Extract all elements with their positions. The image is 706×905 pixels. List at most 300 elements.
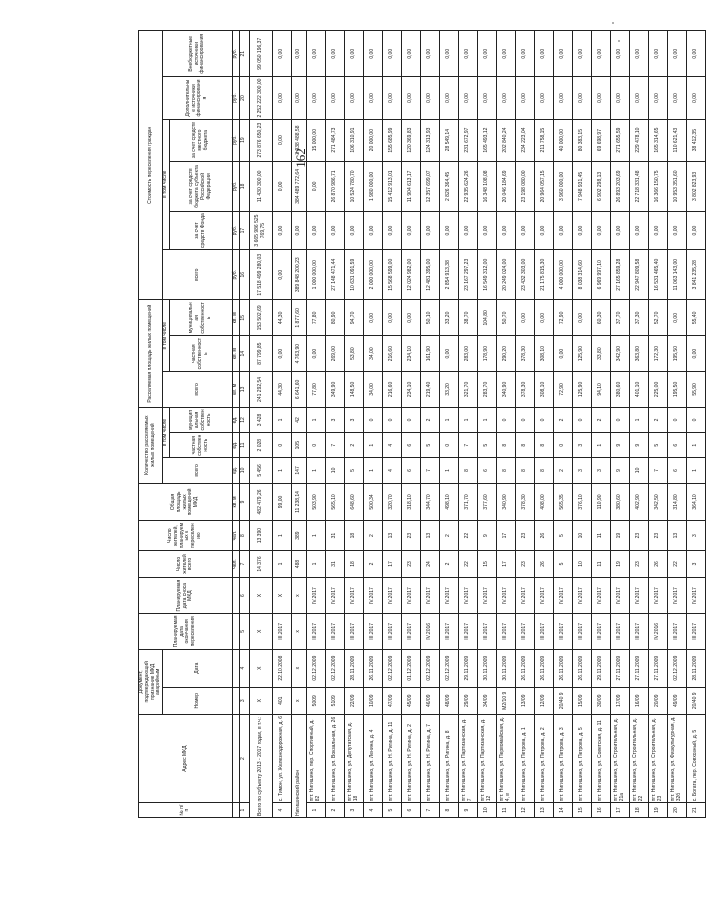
cell: X bbox=[272, 578, 291, 614]
cell: 482 479,26 bbox=[249, 483, 272, 521]
cell-people-plan: 31 bbox=[325, 521, 344, 550]
cell-doc-date: 26.11.2009 bbox=[515, 649, 534, 687]
cell-sq-priv: 34,00 bbox=[363, 336, 382, 372]
cell-regional: 26 893 203,69 bbox=[610, 161, 629, 211]
cell-rooms-mun: 0 bbox=[686, 407, 705, 432]
cell-add: 0,00 bbox=[344, 77, 363, 119]
cell-rooms-priv: 5 bbox=[477, 433, 496, 458]
cell-sq-mun: 0,00 bbox=[572, 300, 591, 336]
cell: 0,00 bbox=[272, 161, 291, 211]
col-header-rooms-group: Количество расселяемых жилых помещений bbox=[139, 407, 163, 483]
cell: 0,00 bbox=[291, 212, 306, 250]
cell-rooms-priv: 0 bbox=[439, 433, 458, 458]
cell-cost: 27 165 859,28 bbox=[610, 250, 629, 300]
cell-sq-mun: 55,40 bbox=[686, 300, 705, 336]
cell-doc-no: 16/09 bbox=[629, 687, 648, 714]
cell-people-plan: 11 bbox=[591, 521, 610, 550]
cell-people: 31 bbox=[325, 550, 344, 577]
table-row bbox=[401, 31, 420, 818]
cell-rooms-mun: 0 bbox=[534, 407, 553, 432]
cell: 14 376 bbox=[249, 550, 272, 577]
cell-doc-no: 29/09 bbox=[458, 687, 477, 714]
cell-sq-mun: 52,70 bbox=[648, 300, 667, 336]
cell-sq-mun: 94,70 bbox=[344, 300, 363, 336]
cell-cost: 1 000 000,00 bbox=[306, 250, 325, 300]
cell-rooms-priv: 6 bbox=[401, 433, 420, 458]
cell-fund: 0,00 bbox=[629, 212, 648, 250]
cell: 3 938 488,58 bbox=[291, 119, 306, 161]
cell-add: 0,00 bbox=[382, 77, 401, 119]
column-number: 12 bbox=[239, 407, 249, 432]
cell-fund: 0,00 bbox=[534, 212, 553, 250]
cell-demolish: IV.2017 bbox=[306, 578, 325, 614]
cell-doc-no: 45/09 bbox=[401, 687, 420, 714]
cell-rooms-mun: 0 bbox=[610, 407, 629, 432]
cell-resettle: III.2017 bbox=[534, 613, 553, 649]
cell-rooms: 1 bbox=[306, 458, 325, 483]
cell-cost: 20 249 024,00 bbox=[496, 250, 515, 300]
cell-sq-priv: 283,00 bbox=[458, 336, 477, 372]
cell-cost: 15 568 599,00 bbox=[382, 250, 401, 300]
cell-regional: 2 826 364,45 bbox=[439, 161, 458, 211]
cell-add: 0,00 bbox=[306, 77, 325, 119]
cell-area-total: 371,70 bbox=[458, 483, 477, 521]
table-row bbox=[382, 31, 401, 818]
cell: 105 bbox=[291, 433, 306, 458]
column-number-row bbox=[239, 31, 249, 818]
cell-sq: 380,60 bbox=[610, 372, 629, 408]
cell-sq: 77,80 bbox=[306, 372, 325, 408]
cell-rooms-priv: 5 bbox=[420, 433, 439, 458]
cell-area-total: 376,10 bbox=[572, 483, 591, 521]
cell-demolish: IV.2017 bbox=[572, 578, 591, 614]
cell-area-total: 377,60 bbox=[477, 483, 496, 521]
cell: 389 848 200,23 bbox=[291, 250, 306, 300]
cell-extra: 0,00 bbox=[477, 31, 496, 78]
cell-demolish: IV.2017 bbox=[610, 578, 629, 614]
cell-sq-mun: 0,00 bbox=[667, 300, 686, 336]
col-header-local: за счет средств местного бюджета bbox=[169, 119, 232, 161]
cell-extra: 0,00 bbox=[439, 31, 458, 78]
cell-sq-mun: 0,00 bbox=[534, 300, 553, 336]
cell-sq: 225,00 bbox=[648, 372, 667, 408]
col-header-area-total: всего bbox=[163, 372, 233, 408]
table-row bbox=[686, 31, 705, 818]
cell-extra: 0,00 bbox=[572, 31, 591, 78]
cell-n: 5 bbox=[382, 803, 401, 818]
cell-extra: 0,00 bbox=[515, 31, 534, 78]
cell: 4 763,90 bbox=[291, 336, 306, 372]
cell-fund: 0,00 bbox=[477, 212, 496, 250]
cell-rooms-priv: 8 bbox=[496, 433, 515, 458]
col-header-cost-total: всего bbox=[163, 250, 233, 300]
cell-doc-date: 26.11.2009 bbox=[534, 649, 553, 687]
cell-people-plan: 2 bbox=[363, 521, 382, 550]
column-number: 7 bbox=[239, 550, 249, 577]
cell-n: 18 bbox=[629, 803, 648, 818]
cell-sq-priv: 53,80 bbox=[344, 336, 363, 372]
cell-area-total: 380,60 bbox=[610, 483, 629, 521]
cell-fund: 0,00 bbox=[382, 212, 401, 250]
cell-extra: 0,00 bbox=[325, 31, 344, 78]
cell-people: 23 bbox=[515, 550, 534, 577]
col-header-cost-incl: в том числе bbox=[163, 119, 170, 249]
cell-rooms-priv: 1 bbox=[686, 433, 705, 458]
cell-rooms: 7 bbox=[420, 458, 439, 483]
cell-rooms: 6 bbox=[477, 458, 496, 483]
cell-rooms-mun: 1 bbox=[458, 407, 477, 432]
cell-add: 0,00 bbox=[534, 77, 553, 119]
cell-add: 0,00 bbox=[629, 77, 648, 119]
cell-fund: 0,00 bbox=[458, 212, 477, 250]
page-number: 162 bbox=[293, 148, 308, 168]
cell: 273 876 650,23 bbox=[249, 119, 272, 161]
cell-doc-date: 02.12.2009 bbox=[439, 649, 458, 687]
cell-local: 40 000,00 bbox=[553, 119, 572, 161]
cell-sq-priv: 125,90 bbox=[572, 336, 591, 372]
cell: 2 252 222 300,00 bbox=[249, 77, 272, 119]
cell-local: 28 549,14 bbox=[439, 119, 458, 161]
cell-sq-priv: 0,00 bbox=[553, 336, 572, 372]
cell-extra: 0,00 bbox=[401, 31, 420, 78]
unit-label: ед. bbox=[232, 407, 239, 432]
cell-resettle: III.2017 bbox=[325, 613, 344, 649]
rows-body bbox=[306, 31, 705, 818]
cell-local: 165 314,65 bbox=[648, 119, 667, 161]
cell-demolish: IV.2017 bbox=[325, 578, 344, 614]
cell-regional: 3 802 823,93 bbox=[686, 161, 705, 211]
cell-address: пгт. Нигишино, ул. Партизанская, д. 7 bbox=[458, 714, 477, 802]
cell-rooms-priv: 9 bbox=[610, 433, 629, 458]
cell-address: пгт. Нигишино, пер. Спортивный, д. 82 bbox=[306, 714, 325, 802]
cell-people-plan: 26 bbox=[534, 521, 553, 550]
cell-regional: 16 366 150,75 bbox=[648, 161, 667, 211]
cell-sq: 33,20 bbox=[439, 372, 458, 408]
cell-regional: 22 718 331,48 bbox=[629, 161, 648, 211]
cell: 488 bbox=[291, 550, 306, 577]
cell-extra: 0,00 bbox=[686, 31, 705, 78]
cell-demolish: IV.2017 bbox=[667, 578, 686, 614]
cell-n: 19 bbox=[648, 803, 667, 818]
column-number: 10 bbox=[239, 458, 249, 483]
cell-rooms-priv: 0 bbox=[553, 433, 572, 458]
cell-add: 0,00 bbox=[458, 77, 477, 119]
column-number: 11 bbox=[239, 433, 249, 458]
cell-regional: 23 198 080,00 bbox=[515, 161, 534, 211]
register-table bbox=[138, 30, 706, 818]
cell-n: 11 bbox=[496, 803, 515, 818]
cell-rooms: 8 bbox=[534, 458, 553, 483]
cell-people: 15 bbox=[477, 550, 496, 577]
unit-label: руб. bbox=[232, 250, 239, 300]
cell: 13 390 bbox=[249, 521, 272, 550]
table-row bbox=[363, 31, 382, 818]
cell-demolish: IV.2017 bbox=[629, 578, 648, 614]
cell: x bbox=[291, 578, 306, 614]
cell-rooms-mun: 0 bbox=[667, 407, 686, 432]
cell-people: 11 bbox=[591, 550, 610, 577]
cell-doc-no: 20/40 9 bbox=[553, 687, 572, 714]
cell-fund: 0,00 bbox=[686, 212, 705, 250]
unit-label: руб. bbox=[232, 119, 239, 161]
cell-demolish: IV.2017 bbox=[534, 578, 553, 614]
table-body bbox=[239, 31, 306, 818]
cell-sq-mun: 0,00 bbox=[382, 300, 401, 336]
cell-people-plan: 18 bbox=[344, 521, 363, 550]
cell-fund: 0,00 bbox=[496, 212, 515, 250]
cell-rooms: 6 bbox=[401, 458, 420, 483]
cell-rooms: 7 bbox=[648, 458, 667, 483]
cell-rooms-priv: 5 bbox=[648, 433, 667, 458]
cell-extra: 0,00 bbox=[344, 31, 363, 78]
cell-local: 234 223,04 bbox=[515, 119, 534, 161]
cell-address: пгт. Нигишино, ул. Физкультурная, д. 32б bbox=[667, 714, 686, 802]
cell-demolish: IV.2017 bbox=[458, 578, 477, 614]
cell: 0,00 bbox=[272, 77, 291, 119]
cell-doc-no: 20/09 bbox=[648, 687, 667, 714]
cell-add: 0,00 bbox=[553, 77, 572, 119]
unit-label: руб. bbox=[232, 161, 239, 211]
cell-address: с. Богата, пер. Совхозный, д. 5 bbox=[686, 714, 705, 802]
cell-regional: 1 980 000,00 bbox=[363, 161, 382, 211]
cell-n: 2 bbox=[325, 803, 344, 818]
cell-demolish: IV.2017 bbox=[401, 578, 420, 614]
cell-doc-no: 12/09 bbox=[534, 687, 553, 714]
cell-sq: 34,00 bbox=[363, 372, 382, 408]
column-number: 5 bbox=[239, 613, 249, 649]
unit-label: руб. bbox=[232, 77, 239, 119]
cell-doc-no: 10/09 bbox=[363, 687, 382, 714]
cell-regional: 15 412 913,01 bbox=[382, 161, 401, 211]
col-header-area-municipal: муниципальная собственность bbox=[169, 300, 232, 336]
cell-sq-priv: 290,20 bbox=[496, 336, 515, 372]
cell-doc-date: 26.11.2009 bbox=[572, 649, 591, 687]
table-row bbox=[534, 31, 553, 818]
cell-doc-date: 27.11.2009 bbox=[629, 649, 648, 687]
cell: X bbox=[249, 613, 272, 649]
cell-doc-no: 5009 bbox=[306, 687, 325, 714]
cell-fund: 0,00 bbox=[306, 212, 325, 250]
column-number: 8 bbox=[239, 521, 249, 550]
cell: 0,00 bbox=[272, 31, 291, 78]
cell-rooms-mun: 1 bbox=[439, 407, 458, 432]
cell-fund: 0,00 bbox=[363, 212, 382, 250]
col-header-area-incl: в том числе bbox=[163, 300, 170, 372]
cell-rooms: 2 bbox=[553, 458, 572, 483]
cell-people-plan: 9 bbox=[477, 521, 496, 550]
cell-regional: 10 524 780,70 bbox=[344, 161, 363, 211]
cell-area-total: 320,70 bbox=[382, 483, 401, 521]
cell-n: 7 bbox=[420, 803, 439, 818]
cell-people: 18 bbox=[344, 550, 363, 577]
cell-doc-date: 02.12.2009 bbox=[420, 649, 439, 687]
cell-sq-mun: 50,10 bbox=[420, 300, 439, 336]
cell-people-plan: 23 bbox=[401, 521, 420, 550]
col-header-address: Адрес МКД bbox=[139, 714, 233, 802]
col-header-doc-number: Номер bbox=[163, 687, 233, 714]
cell-local: 15 000,00 bbox=[306, 119, 325, 161]
cell-fund: 0,00 bbox=[572, 212, 591, 250]
cell-people: 2 bbox=[439, 550, 458, 577]
cell-rooms: 8 bbox=[458, 458, 477, 483]
cell-n: 14 bbox=[553, 803, 572, 818]
cell-regional: 20 964 057,15 bbox=[534, 161, 553, 211]
scan-speck bbox=[612, 22, 614, 24]
cell-rooms: 4 bbox=[382, 458, 401, 483]
cell-area-total: 318,10 bbox=[401, 483, 420, 521]
column-number: 18 bbox=[239, 161, 249, 211]
column-number: 2 bbox=[239, 714, 249, 802]
cell-local: 80 383,15 bbox=[572, 119, 591, 161]
cell-fund: 0,00 bbox=[515, 212, 534, 250]
column-number: 20 bbox=[239, 77, 249, 119]
col-header-residents-planned: Число жителей, планируемых к переселению bbox=[139, 521, 233, 550]
cell: X bbox=[249, 687, 272, 714]
cell-people: 22 bbox=[458, 550, 477, 577]
cell: x bbox=[291, 613, 306, 649]
cell: 0,00 bbox=[291, 77, 306, 119]
cell-rooms-mun: 1 bbox=[306, 407, 325, 432]
cell-sq-priv: 342,90 bbox=[610, 336, 629, 372]
cell-address: пгт. Нигишино, ул. Строительная, д. 23 bbox=[648, 714, 667, 802]
cell-sq: 283,70 bbox=[477, 372, 496, 408]
table-row bbox=[306, 31, 325, 818]
cell-rooms: 5 bbox=[344, 458, 363, 483]
cell-rooms-mun: 0 bbox=[401, 407, 420, 432]
cell: 1 bbox=[272, 550, 291, 577]
cell-cost: 16 549 312,00 bbox=[477, 250, 496, 300]
column-number: 9 bbox=[239, 483, 249, 521]
cell-extra: 0,00 bbox=[420, 31, 439, 78]
cell-n: 4 bbox=[363, 803, 382, 818]
cell-demolish: IV.2017 bbox=[477, 578, 496, 614]
cell-rooms-mun: 1 bbox=[629, 407, 648, 432]
cell-rooms: 9 bbox=[610, 458, 629, 483]
cell-resettle: III.2017 bbox=[401, 613, 420, 649]
cell-add: 0,00 bbox=[591, 77, 610, 119]
cell-resettle: III.2017 bbox=[439, 613, 458, 649]
cell-doc-date: 28.11.2009 bbox=[344, 649, 363, 687]
cell-people-plan: 13 bbox=[420, 521, 439, 550]
col-header-extra: Внебюджетные источники финансирования bbox=[163, 31, 233, 78]
cell-add: 0,00 bbox=[667, 77, 686, 119]
cell-doc-date: 28.11.2009 bbox=[686, 649, 705, 687]
cell-doc-no: 47/09 bbox=[382, 687, 401, 714]
cell-address: пгт. Нигишино, ул. Вокзальная, д. 26 bbox=[325, 714, 344, 802]
cell: 389 bbox=[291, 521, 306, 550]
col-header-document: Документ, подтверждающий признание МКД аварийным bbox=[139, 649, 163, 714]
cell-address: пгт. Нигишино, ул. Н. Ригина, д. 7 bbox=[420, 714, 439, 802]
cell-doc-no: 34/09 bbox=[477, 687, 496, 714]
cell-resettle: III.2017 bbox=[496, 613, 515, 649]
cell-sq-priv: 363,80 bbox=[629, 336, 648, 372]
table-row bbox=[325, 31, 344, 818]
cell-regional: 12 357 699,07 bbox=[420, 161, 439, 211]
cell-rooms: 1 bbox=[363, 458, 382, 483]
cell-people-plan: 17 bbox=[496, 521, 515, 550]
table-row bbox=[420, 31, 439, 818]
cell-n: 15 bbox=[572, 803, 591, 818]
cell-area-total: 364,10 bbox=[686, 483, 705, 521]
cell-rooms-mun: 0 bbox=[515, 407, 534, 432]
cell-sq-priv: 0,00 bbox=[439, 336, 458, 372]
cell-resettle: III.2017 bbox=[458, 613, 477, 649]
cell: 4 bbox=[272, 803, 291, 818]
cell-rooms-priv: 3 bbox=[572, 433, 591, 458]
cell-doc-date: 27.11.2009 bbox=[610, 649, 629, 687]
cell-n: 13 bbox=[534, 803, 553, 818]
cell-people-plan: 5 bbox=[553, 521, 572, 550]
cell-doc-date: 29.11.2009 bbox=[458, 649, 477, 687]
unit-label: кв. м bbox=[232, 483, 239, 521]
cell-add: 0,00 bbox=[363, 77, 382, 119]
cell: 6 641,60 bbox=[291, 372, 306, 408]
cell-sq-priv: 33,80 bbox=[591, 336, 610, 372]
cell-sq: 401,10 bbox=[629, 372, 648, 408]
cell-n: 12 bbox=[515, 803, 534, 818]
column-number: 21 bbox=[239, 31, 249, 78]
cell-add: 0,00 bbox=[610, 77, 629, 119]
cell-rooms-priv: 4 bbox=[382, 433, 401, 458]
col-header-doc-date: Дата bbox=[163, 649, 233, 687]
cell-n: 17 bbox=[610, 803, 629, 818]
cell-rooms-mun: 2 bbox=[591, 407, 610, 432]
cell-rooms-mun: 3 bbox=[325, 407, 344, 432]
cell-local: 69 698,97 bbox=[591, 119, 610, 161]
cell-area-total: 110,90 bbox=[591, 483, 610, 521]
unit-label: кв. м bbox=[232, 372, 239, 408]
subtotal-row bbox=[291, 31, 306, 818]
subtotal-label: Нигишинский район bbox=[291, 714, 306, 817]
cell: 153 502,69 bbox=[249, 300, 272, 336]
cell-sq-mun: 0,00 bbox=[515, 300, 534, 336]
cell-people-plan: 23 bbox=[515, 521, 534, 550]
cell-resettle: III.2017 bbox=[477, 613, 496, 649]
col-header-planned-resettlement: Планируемая дата окончания переселения bbox=[139, 613, 233, 649]
total-label: Всего по субъекту 2013 - 2017 годах, в т.ч.: bbox=[249, 714, 272, 817]
cell-people-plan: 10 bbox=[572, 521, 591, 550]
cell: X bbox=[249, 649, 272, 687]
cell-address: пгт. Нигишино, ул. Петрова, д. 3 bbox=[553, 714, 572, 802]
cell-doc-no: 17/09 bbox=[610, 687, 629, 714]
cell-demolish: IV.2017 bbox=[420, 578, 439, 614]
cell-sq-mun: 77,80 bbox=[306, 300, 325, 336]
table-row bbox=[629, 31, 648, 818]
cell-rooms: 1 bbox=[686, 458, 705, 483]
cell: 5 456 bbox=[249, 458, 272, 483]
cell-regional: 16 348 108,08 bbox=[477, 161, 496, 211]
column-number: 4 bbox=[239, 649, 249, 687]
cell-people: 3 bbox=[686, 550, 705, 577]
cell-fund: 0,00 bbox=[325, 212, 344, 250]
cell-cost: 12 024 982,00 bbox=[401, 250, 420, 300]
col-header-area-private: частная собственность bbox=[169, 336, 232, 372]
column-number: 13 bbox=[239, 372, 249, 408]
cell-fund: 0,00 bbox=[344, 212, 363, 250]
cell-sq: 125,90 bbox=[572, 372, 591, 408]
cell-address: с. Тимон, ул. Железнодорожная, д. 6 bbox=[272, 714, 291, 802]
cell-add: 0,00 bbox=[477, 77, 496, 119]
col-header-additional: Дополнительные источники финансирования bbox=[163, 77, 233, 119]
cell-address: пгт. Нигишино, ул. Депутатская, д. 18 bbox=[344, 714, 363, 802]
cell-area-total: 342,50 bbox=[648, 483, 667, 521]
cell-people-plan: 1 bbox=[306, 521, 325, 550]
cell-area-total: 503,90 bbox=[306, 483, 325, 521]
unit-label: кв. м bbox=[232, 300, 239, 336]
cell: 0,00 bbox=[291, 31, 306, 78]
cell-people: 10 bbox=[572, 550, 591, 577]
cell-fund: 0,00 bbox=[553, 212, 572, 250]
